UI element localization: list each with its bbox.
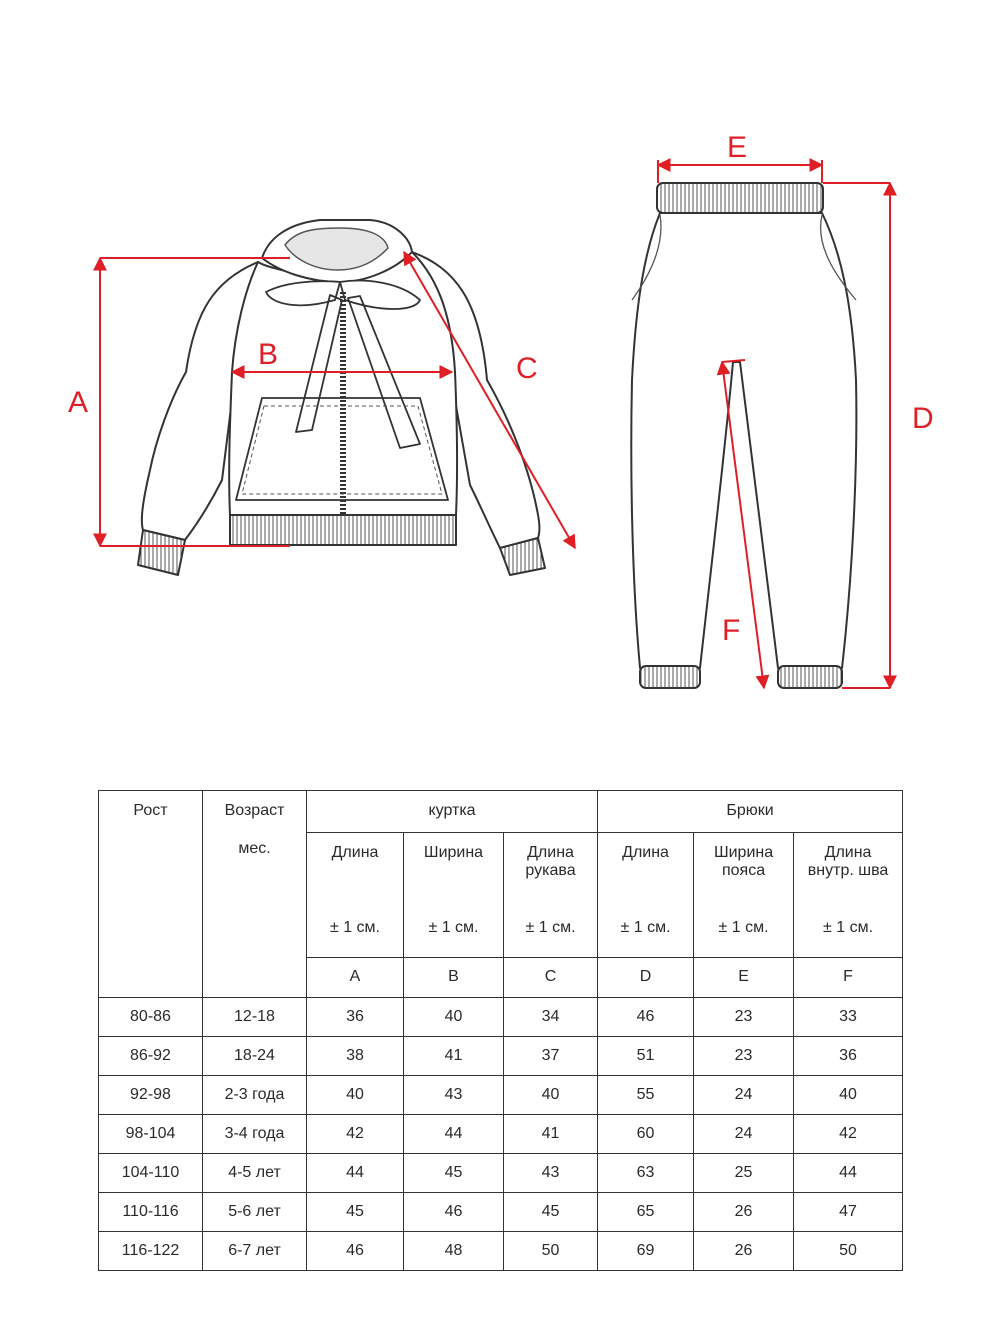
subheader-tolerance: ± 1 см. — [823, 919, 874, 936]
table-row — [99, 1154, 903, 1193]
header-group-pants: Брюки — [598, 791, 903, 833]
table-cell: 40 — [794, 1076, 903, 1115]
label-c: C — [516, 352, 538, 385]
table-cell: 69 — [598, 1232, 694, 1271]
table-cell: 36 — [794, 1037, 903, 1076]
measure-letter-a: A — [307, 958, 404, 998]
subheader-label: внутр. шва — [807, 862, 889, 879]
subheader-tolerance: ± 1 см. — [718, 919, 769, 936]
pants-sketch — [631, 183, 856, 688]
table-cell: 60 — [598, 1115, 694, 1154]
table-cell: 4-5 лет — [203, 1154, 307, 1193]
table-cell: 33 — [794, 998, 903, 1037]
subheader-c — [504, 833, 598, 958]
subheader-label: Длина — [622, 844, 669, 861]
table-cell: 26 — [694, 1193, 794, 1232]
size-table — [98, 790, 903, 1271]
measure-letter-f: F — [794, 958, 903, 998]
table-cell: 46 — [404, 1193, 504, 1232]
table-cell: 23 — [694, 998, 794, 1037]
table-cell: 110-116 — [99, 1193, 203, 1232]
header-height — [99, 791, 203, 998]
label-e: E — [727, 131, 748, 164]
table-cell: 5-6 лет — [203, 1193, 307, 1232]
pants-left-cuff — [640, 666, 700, 688]
table-cell: 47 — [794, 1193, 903, 1232]
table-cell: 40 — [404, 998, 504, 1037]
label-f: F — [722, 614, 741, 647]
table-cell: 12-18 — [203, 998, 307, 1037]
measure-letter-d: D — [598, 958, 694, 998]
table-cell: 65 — [598, 1193, 694, 1232]
table-row — [99, 1115, 903, 1154]
table-cell: 3-4 года — [203, 1115, 307, 1154]
table-row — [99, 1037, 903, 1076]
table-cell: 43 — [404, 1076, 504, 1115]
subheader-tolerance: ± 1 см. — [329, 919, 380, 936]
table-cell: 41 — [504, 1115, 598, 1154]
subheader-label: рукава — [525, 862, 576, 879]
table-row — [99, 1232, 903, 1271]
table-cell: 24 — [694, 1115, 794, 1154]
table-cell: 44 — [404, 1115, 504, 1154]
table-cell: 44 — [307, 1154, 404, 1193]
subheader-tolerance: ± 1 см. — [525, 919, 576, 936]
table-cell: 34 — [504, 998, 598, 1037]
table-cell: 26 — [694, 1232, 794, 1271]
table-cell: 80-86 — [99, 998, 203, 1037]
subheader-tolerance: ± 1 см. — [620, 919, 671, 936]
table-cell: 45 — [404, 1154, 504, 1193]
table-cell: 46 — [598, 998, 694, 1037]
table-cell: 23 — [694, 1037, 794, 1076]
table-cell: 45 — [504, 1193, 598, 1232]
table-cell: 25 — [694, 1154, 794, 1193]
table-cell: 36 — [307, 998, 404, 1037]
pants-right-cuff — [778, 666, 842, 688]
measure-letter-b: B — [404, 958, 504, 998]
table-cell: 55 — [598, 1076, 694, 1115]
subheader-a — [307, 833, 404, 958]
pants-waistband — [657, 183, 823, 213]
subheader-f — [794, 833, 903, 958]
subheader-e — [694, 833, 794, 958]
table-cell: 86-92 — [99, 1037, 203, 1076]
label-b: B — [258, 338, 279, 371]
subheader-tolerance: ± 1 см. — [428, 919, 479, 936]
table-row — [99, 998, 903, 1037]
table-cell: 38 — [307, 1037, 404, 1076]
header-age-label: Возраст — [224, 802, 285, 819]
table-cell: 41 — [404, 1037, 504, 1076]
subheader-label: Ширина — [713, 844, 774, 861]
table-cell: 45 — [307, 1193, 404, 1232]
measure-letter-e: E — [694, 958, 794, 998]
table-cell: 18-24 — [203, 1037, 307, 1076]
table-cell: 48 — [404, 1232, 504, 1271]
table-cell: 37 — [504, 1037, 598, 1076]
table-cell: 92-98 — [99, 1076, 203, 1115]
table-row — [99, 1076, 903, 1115]
header-age — [203, 791, 307, 998]
table-cell: 43 — [504, 1154, 598, 1193]
table-cell: 50 — [794, 1232, 903, 1271]
subheader-label: Ширина — [423, 844, 484, 861]
table-cell: 51 — [598, 1037, 694, 1076]
table-cell: 42 — [794, 1115, 903, 1154]
subheader-label: Длина — [331, 844, 379, 861]
table-row — [99, 1193, 903, 1232]
table-cell: 98-104 — [99, 1115, 203, 1154]
subheader-d — [598, 833, 694, 958]
table-cell: 42 — [307, 1115, 404, 1154]
label-a: A — [68, 386, 89, 419]
pants-body — [631, 213, 856, 668]
subheader-label: Длина — [824, 844, 872, 861]
table-cell: 46 — [307, 1232, 404, 1271]
table-cell: 50 — [504, 1232, 598, 1271]
jacket-sketch — [138, 220, 545, 575]
jacket-hem-band — [230, 515, 456, 545]
table-cell: 24 — [694, 1076, 794, 1115]
label-d: D — [912, 402, 934, 435]
table-cell: 44 — [794, 1154, 903, 1193]
table-cell: 2-3 года — [203, 1076, 307, 1115]
measure-letter-c: C — [504, 958, 598, 998]
subheader-label: пояса — [721, 862, 766, 879]
header-group-jacket: куртка — [307, 791, 598, 833]
table-cell: 104-110 — [99, 1154, 203, 1193]
table-cell: 40 — [307, 1076, 404, 1115]
table-cell: 6-7 лет — [203, 1232, 307, 1271]
header-age-unit: мес. — [238, 840, 271, 857]
table-cell: 116-122 — [99, 1232, 203, 1271]
header-height-label: Рост — [133, 802, 168, 819]
subheader-label: Длина — [527, 844, 574, 861]
table-cell: 63 — [598, 1154, 694, 1193]
subheader-b — [404, 833, 504, 958]
table-cell: 40 — [504, 1076, 598, 1115]
